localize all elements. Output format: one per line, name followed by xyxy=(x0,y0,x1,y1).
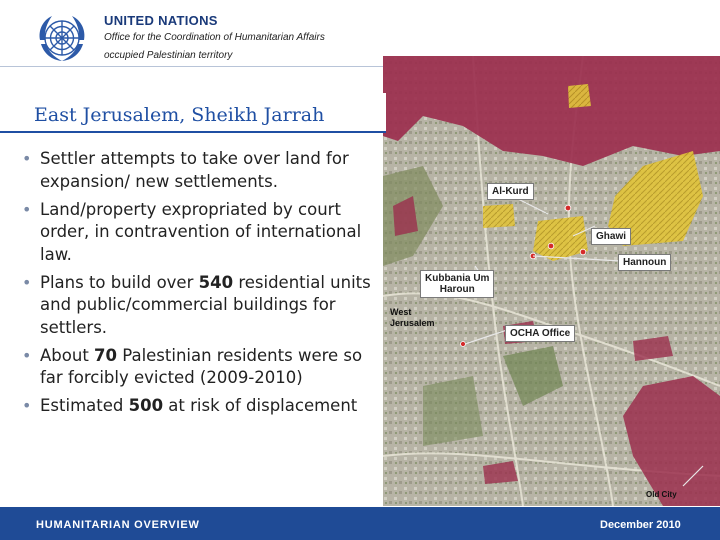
map-label-west-jerusalem: West Jerusalem xyxy=(390,307,435,328)
territory-name: occupied Palestinian territory xyxy=(104,50,233,61)
bullet-dot-icon: • xyxy=(22,199,32,219)
map-label-old-city: Old City xyxy=(646,490,677,499)
bullet-text: About xyxy=(40,345,95,365)
bullet-text: Settler attempts to take over land for expansion/ new settlements. xyxy=(40,149,349,191)
map-label-kubbania: Kubbania Um Haroun xyxy=(420,270,494,298)
bullet-figure: 540 xyxy=(198,272,234,292)
bullet-text: Palestinian residents were so far forcibly evicted (2009-2010) xyxy=(40,345,363,387)
map-label-ocha-office: OCHA Office xyxy=(505,325,575,342)
bullet-item xyxy=(20,272,384,340)
office-name: Office for the Coordination of Humanitarian Affairs xyxy=(104,32,325,43)
bullet-dot-icon: • xyxy=(22,345,32,365)
bullet-item xyxy=(20,345,384,390)
bullet-text: at risk of displacement xyxy=(163,396,358,415)
bullet-figure: 500 xyxy=(128,396,164,415)
bullet-dot-icon: • xyxy=(22,396,32,415)
slide-title: East Jerusalem, Sheikh Jarrah xyxy=(34,104,325,126)
un-emblem-logo xyxy=(34,10,90,66)
bullet-figure: 70 xyxy=(94,345,117,365)
bullet-text: Plans to build over xyxy=(40,272,199,292)
bullet-dot-icon: • xyxy=(22,272,32,292)
bullet-item xyxy=(20,395,384,418)
map-label-ghawi: Ghawi xyxy=(591,228,631,245)
footer-date: December 2010 xyxy=(600,519,681,531)
bullet-text: Land/property expropriated by court order, in contravention of international law. xyxy=(40,199,362,264)
bullet-dot-icon: • xyxy=(22,149,32,168)
org-name: UNITED NATIONS xyxy=(104,13,218,28)
bullet-text: Estimated xyxy=(40,396,129,415)
map-label-hannoun: Hannoun xyxy=(618,254,671,271)
map-label-al-kurd: Al-Kurd xyxy=(487,183,534,200)
title-underline xyxy=(0,131,386,133)
bullet-item xyxy=(20,199,384,267)
bullet-item xyxy=(20,148,384,193)
bullet-text: residential units and public/commercial buildings for settlers. xyxy=(40,272,371,337)
footer-title: HUMANITARIAN OVERVIEW xyxy=(36,519,200,531)
bullet-list xyxy=(20,148,384,423)
